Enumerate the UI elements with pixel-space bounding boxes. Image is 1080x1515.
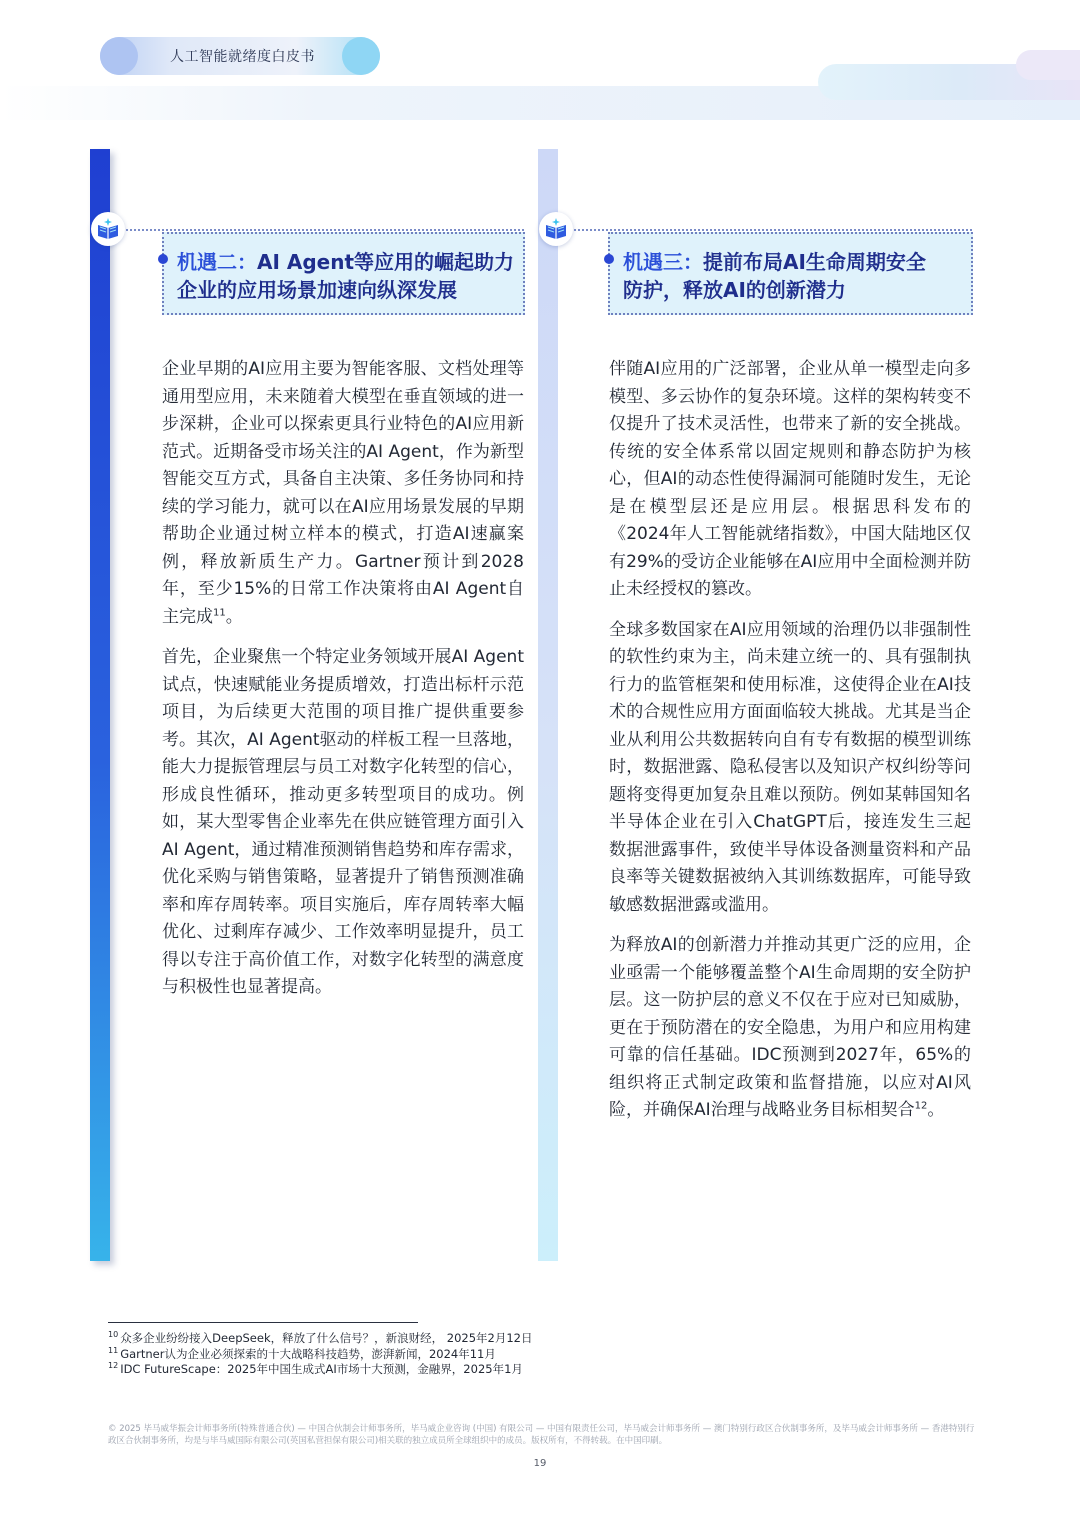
- header-decoration-small: [1016, 50, 1080, 80]
- right-paragraph-1: 伴随AI应用的广泛部署，企业从单一模型走向多模型、多云协作的复杂环境。这样的架构转变不仅提升了技术灵活性，也带来了新的安全挑战。传统的安全体系常以固定规则和静态防护为核心，但AI的动态性使得漏洞可能随时发生，无论是在模型层还是应用层。根据思科发布的《2024年人工智能就绪指数》，中国大陆地区仅有29%的受访企业能够在AI应用中全面检测并防止未经授权的篡改。: [609, 359, 971, 599]
- right-title-lead: 机遇三：: [623, 250, 703, 274]
- title-bullet: [158, 254, 168, 264]
- right-column-bar: [538, 149, 558, 1261]
- book-sparkle-icon: [91, 212, 125, 246]
- left-heading-dotted-line: [126, 229, 524, 231]
- footnote-divider: [108, 1322, 418, 1323]
- header-pill-right-dot: [342, 37, 380, 75]
- left-title-lead: 机遇二：: [177, 250, 257, 274]
- right-paragraph-3-text: 为释放AI的创新潜力并推动其更广泛的应用，企业亟需一个能够覆盖整个AI生命周期的安全防护层。这一防护层的意义不仅在于应对已知威胁，更在于预防潜在的安全隐患，为用户和应用构建可靠的信任基础。IDC预测到2027年，65%的组织将正式制定政策和监督措施，以应对AI风险，并确保AI治理与战略业务目标相契合: [609, 935, 971, 1120]
- left-column-body: [162, 356, 524, 1015]
- title-bullet: [604, 254, 614, 264]
- right-column-body: [609, 356, 971, 1138]
- right-heading-dotted-line: [574, 229, 972, 231]
- footnote-item: [108, 1331, 808, 1347]
- left-title-line2: 企业的应用场景加速向纵深发展: [177, 278, 457, 302]
- right-title-line2: 防护，释放AI的创新潜力: [623, 278, 846, 302]
- legal-notice: © 2025 毕马威华振会计师事务所(特殊普通合伙) — 中国合伙制会计师事务所，毕马威企业咨询 (中国) 有限公司 — 中国有限责任公司，毕马威会计师事务所 — 澳门特别行政区合伙制事务所，及毕马威会计师事务所 — 香港特别行政区合伙制事务所，均是与毕马威国际有限公司(英国私营担保有限公司)相关联的独立成员所全球组织中的成员。版权所有，不得转载。在中国印刷。: [108, 1424, 975, 1446]
- footnote-ref: 12: [914, 1100, 928, 1112]
- left-title-line1: AI Agent等应用的崛起助力: [257, 250, 515, 274]
- footnote-number: 12: [108, 1361, 119, 1371]
- footnote-ref: 11: [213, 606, 226, 618]
- right-paragraph-2: 全球多数国家在AI应用领域的治理仍以非强制性的软性约束为主，尚未建立统一的、具有强制执行力的监管框架和使用标准，这使得企业在AI技术的合规性应用方面面临较大挑战。尤其是当企业从利用公共数据转向自有专有数据的模型训练时，数据泄露、隐私侵害以及知识产权纠纷等问题将变得更加复杂且难以预防。例如某韩国知名半导体企业在引入ChatGPT后，接连发生三起数据泄露事件，致使半导体设备测量资料和产品良率等关键数据被纳入其训练数据库，可能导致敏感数据泄露或滥用。: [609, 619, 971, 915]
- left-paragraph-2: 首先，企业聚焦一个特定业务领域开展AI Agent试点，快速赋能业务提质增效，打造出标杆示范项目，为后续更大范围的项目推广提供重要参考。其次，AI Agent驱动的样板工程一旦落地，能大力提振管理层与员工对数字化转型的信心，形成良性循环，推动更多转型项目的成功。例如，某大型零售企业率先在供应链管理方面引入AI Agent，通过精准预测销售趋势和库存需求，优化采购与销售策略，显著提升了销售预测准确率和库存周转率。项目实施后，库存周转率大幅优化、过剩库存减少、工作效率明显提升，员工得以专注于高价值工作，对数字化转型的满意度与积极性也显著提高。: [162, 647, 524, 997]
- book-sparkle-icon: [539, 212, 573, 246]
- left-section-title-box: [162, 232, 525, 315]
- right-paragraph-3: [609, 932, 971, 1125]
- right-section-title: [623, 248, 963, 304]
- header-pill-left-dot: [100, 37, 138, 75]
- footnote-item: [108, 1347, 808, 1363]
- left-paragraph-1: [162, 356, 524, 631]
- footnote-item: [108, 1362, 808, 1378]
- footnotes: [108, 1331, 808, 1378]
- right-title-line1: 提前布局AI生命周期安全: [703, 250, 926, 274]
- left-paragraph-1-end: 。: [225, 606, 243, 627]
- footnote-number: 11: [108, 1345, 119, 1355]
- footnote-text: 众多企业纷纷接入DeepSeek，释放了什么信号？，新浪财经， 2025年2月12日: [120, 1331, 533, 1345]
- right-paragraph-3-end: 。: [927, 1100, 945, 1120]
- header-title: 人工智能就绪度白皮书: [170, 49, 315, 65]
- footnote-text: IDC FutureScape：2025年中国生成式AI市场十大预测，金融界，2025年1月: [120, 1362, 523, 1376]
- footnote-text: Gartner认为企业必须探索的十大战略科技趋势，澎湃新闻，2024年11月: [120, 1346, 496, 1361]
- left-section-title: [177, 248, 515, 304]
- left-column-bar: [90, 149, 110, 1261]
- page-number: 19: [533, 1458, 547, 1469]
- right-section-title-box: [608, 232, 973, 315]
- left-paragraph-1-text: 企业早期的AI应用主要为智能客服、文档处理等通用型应用，未来随着大模型在垂直领域的进一步深耕，企业可以探索更具行业特色的AI应用新范式。近期备受市场关注的AI Agent，作为新型智能交互方式，具备自主决策、多任务协同和持续的学习能力，就可以在AI应用场景发展的早期帮助企业通过树立样本的模式，打造AI速赢案例，释放新质生产力。Gartner预计到2028年，至少15%的日常工作决策将由AI Agent自主完成: [162, 359, 524, 627]
- footnote-number: 10: [108, 1330, 119, 1340]
